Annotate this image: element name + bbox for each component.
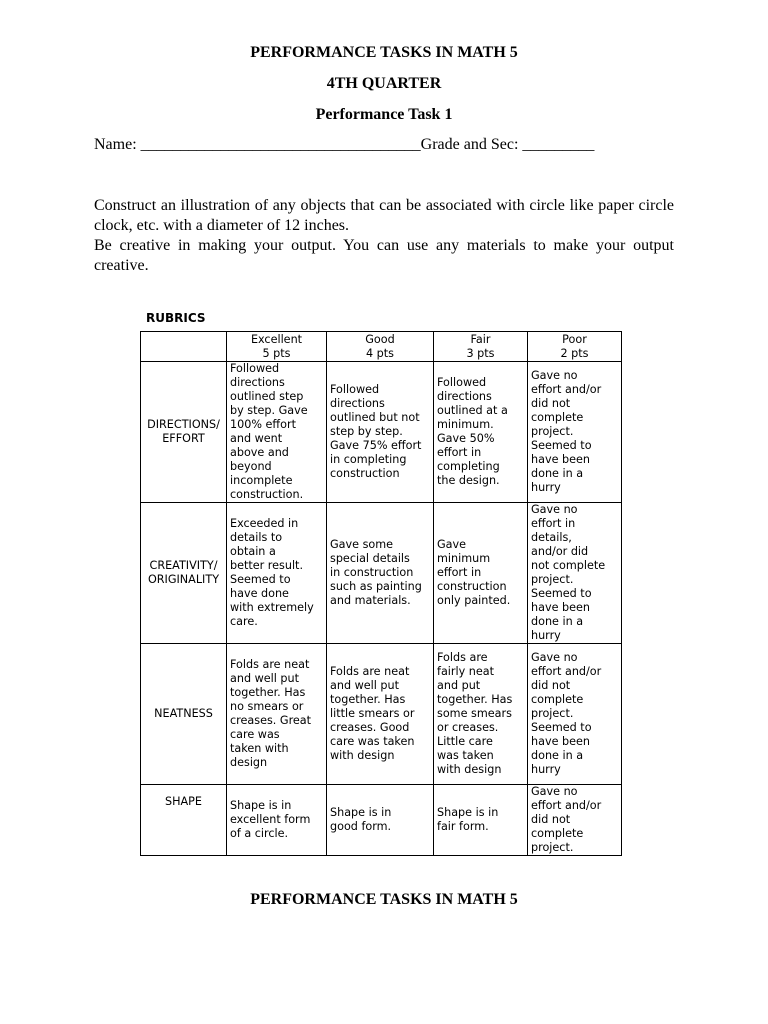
fair-cell: Gave minimum effort in construction only painted. bbox=[434, 503, 528, 644]
column-header-fair bbox=[434, 332, 528, 362]
good-cell: Gave some special details in construction such as painting and materials. bbox=[327, 503, 434, 644]
fair-cell: Shape is in fair form. bbox=[434, 785, 528, 856]
column-points: 5 pts bbox=[262, 346, 291, 360]
column-points: 2 pts bbox=[560, 346, 589, 360]
column-name: Good bbox=[365, 333, 395, 346]
column-name: Poor bbox=[562, 333, 587, 346]
criterion-cell: CREATIVITY/ ORIGINALITY bbox=[141, 503, 227, 644]
quarter-heading: 4TH QUARTER bbox=[326, 75, 442, 92]
name-grade-line bbox=[94, 136, 594, 154]
instruction-paragraph-1: Construct an illustration of any objects that can be associated with circle like paper circle clock, etc. with a diameter of 12 inches. bbox=[94, 197, 674, 234]
rubric-table bbox=[140, 331, 622, 856]
column-header-good bbox=[327, 332, 434, 362]
good-cell: Shape is in good form. bbox=[327, 785, 434, 856]
column-name: Excellent bbox=[250, 333, 303, 346]
name-blank: ___________________________________ bbox=[140, 136, 421, 153]
column-name: Fair bbox=[470, 333, 491, 346]
criteria-header-cell bbox=[141, 332, 227, 362]
rubric-header-row bbox=[141, 332, 622, 362]
rubric-row-creativity bbox=[141, 503, 622, 644]
grade-label: Grade and Sec: bbox=[420, 136, 519, 153]
poor-cell: Gave no effort and/or did not complete project. Seemed to have been done in a hurry bbox=[528, 362, 622, 503]
criterion-cell: SHAPE bbox=[141, 785, 227, 856]
rubric-row-neatness bbox=[141, 644, 622, 785]
excellent-cell: Folds are neat and well put together. Has no smears or creases. Great care was taken with design bbox=[227, 644, 327, 785]
fair-cell: Folds are fairly neat and put together. Has some smears or creases. Little care was taken with design bbox=[434, 644, 528, 785]
fair-cell: Followed directions outlined at a minimum. Gave 50% effort in completing the design. bbox=[434, 362, 528, 503]
rubric-row-shape bbox=[141, 785, 622, 856]
excellent-cell: Shape is in excellent form of a circle. bbox=[227, 785, 327, 856]
criterion-cell: NEATNESS bbox=[141, 644, 227, 785]
column-points: 4 pts bbox=[366, 346, 394, 360]
poor-cell: Gave no effort in details, and/or did not complete project. Seemed to have been done in a hurry bbox=[528, 503, 622, 644]
good-cell: Folds are neat and well put together. Has little smears or creases. Good care was taken with design bbox=[327, 644, 434, 785]
footer-title: PERFORMANCE TASKS IN MATH 5 bbox=[250, 891, 518, 908]
excellent-cell: Followed directions outlined step by step. Gave 100% effort and went above and beyond incomplete construction. bbox=[227, 362, 327, 503]
rubric-row-directions bbox=[141, 362, 622, 503]
column-points: 3 pts bbox=[466, 346, 495, 360]
good-cell: Followed directions outlined but not step by step. Gave 75% effort in completing construction bbox=[327, 362, 434, 503]
poor-cell: Gave no effort and/or did not complete project. Seemed to have been done in a hurry bbox=[528, 644, 622, 785]
name-label: Name: bbox=[94, 136, 137, 153]
page-title: PERFORMANCE TASKS IN MATH 5 bbox=[250, 44, 518, 61]
instructions bbox=[94, 196, 674, 276]
rubrics-label: RUBRICS bbox=[146, 311, 206, 325]
column-header-excellent bbox=[227, 332, 327, 362]
task-heading: Performance Task 1 bbox=[315, 106, 453, 123]
grade-blank: _________ bbox=[522, 136, 595, 153]
poor-cell: Gave no effort and/or did not complete project. bbox=[528, 785, 622, 856]
instruction-paragraph-2: Be creative in making your output. You can use any materials to make your output creative. bbox=[94, 237, 674, 274]
criterion-cell: DIRECTIONS/ EFFORT bbox=[141, 362, 227, 503]
column-header-poor bbox=[528, 332, 622, 362]
excellent-cell: Exceeded in details to obtain a better result. Seemed to have done with extremely care. bbox=[227, 503, 327, 644]
